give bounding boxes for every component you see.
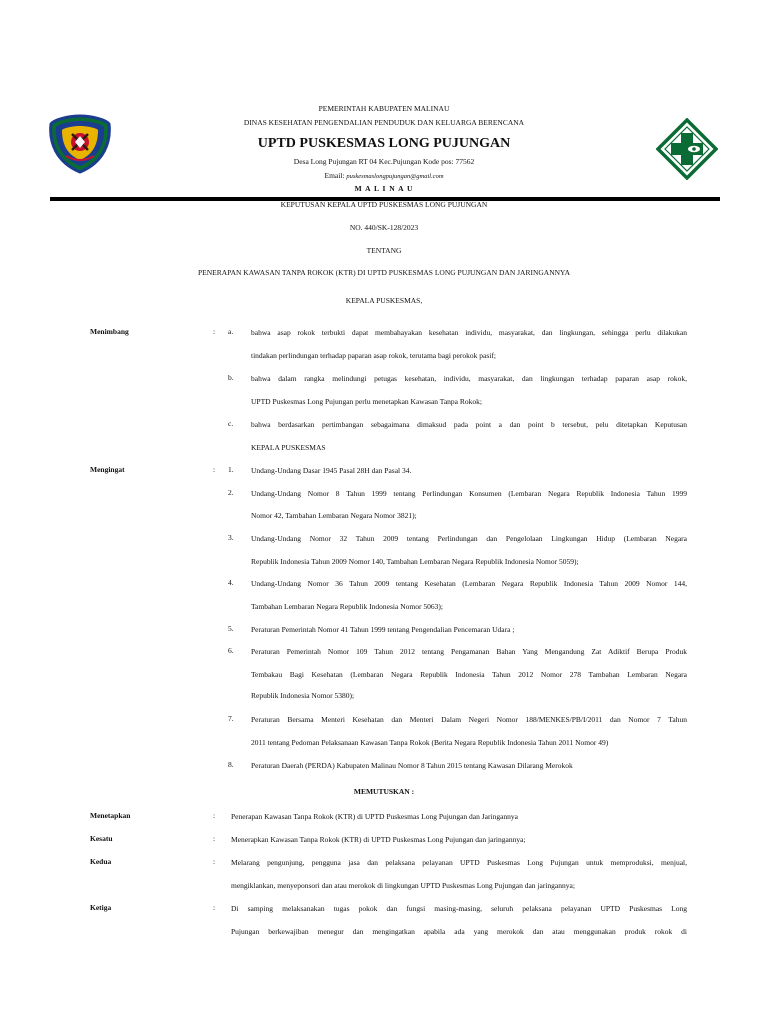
section-colon: :	[213, 327, 216, 336]
section-label-mengingat: Mengingat	[90, 465, 125, 474]
section-label-kedua: Kedua	[90, 857, 112, 866]
section-colon: :	[213, 857, 216, 866]
email-label: Email:	[324, 171, 345, 180]
list-item-line: Melarang pengunjung, pengguna jasa dan pelaksana pelayanan UPTD Puskesmas Long Pujungan untuk memproduksi, menjual,	[231, 858, 687, 867]
section-label-ketiga: Ketiga	[90, 903, 112, 912]
section-label-kesatu: Kesatu	[90, 834, 113, 843]
list-item-line: Peraturan Daerah (PERDA) Kabupaten Malinau Nomor 8 Tahun 2015 tentang Kawasan Dilarang Merokok	[251, 761, 573, 770]
decree-title: KEPUTUSAN KEPALA UPTD PUSKESMAS LONG PUJUNGAN	[280, 200, 488, 209]
page-title: UPTD PUSKESMAS LONG PUJUNGAN	[257, 136, 511, 151]
list-item-line: Republik Indonesia Nomor 5380);	[251, 691, 355, 700]
item-mark: 5.	[228, 624, 234, 633]
section-colon: :	[213, 811, 216, 820]
list-item-line: bahwa berdasarkan pertimbangan sebagaimana dimaksud pada point a dan point b tersebut, pelu ditetapkan Keputusan	[251, 420, 687, 429]
list-item-line: tindakan perlindungan terhadap paparan asap rokok, terutama bagi perokok pasif;	[251, 351, 496, 360]
item-mark: 8.	[228, 760, 234, 769]
agency-line: DINAS KESEHATAN PENGENDALIAN PENDUDUK DAN KELUARGA BERENCANA	[243, 118, 525, 127]
email-line	[0, 171, 768, 180]
list-item-line: Undang-Undang Nomor 32 Tahun 2009 tentang Perlindungan dan Pengelolaan Lingkungan Hidup (Lembaran Negara	[251, 534, 687, 543]
decree-subject: PENERAPAN KAWASAN TANPA ROKOK (KTR) DI UPTD PUSKESMAS LONG PUJUNGAN DAN JARINGANNYA	[197, 268, 571, 277]
list-item-line: 2011 tentang Pedoman Pelaksanaan Kawasan Tanpa Rokok (Berita Negara Republik Indonesia Tahun 2011 Nomor 49)	[251, 738, 609, 747]
item-mark: b.	[228, 373, 234, 382]
list-item-line: Peraturan Pemerintah Nomor 41 Tahun 1999 tentang Pengendalian Pencemaran Udara ;	[251, 625, 515, 634]
item-mark: 4.	[228, 578, 234, 587]
list-item-line: Nomor 42, Tambahan Lembaran Negara Nomor 3821);	[251, 511, 417, 520]
item-mark: c.	[228, 419, 234, 428]
city-line: M A L I N A U	[354, 184, 414, 193]
list-item-line: KEPALA PUSKESMAS	[251, 443, 326, 452]
list-item-line: Peraturan Pemerintah Nomor 109 Tahun 2012 tentang Pengamanan Bahan Yang Mengandung Zat Adiktif Berupa Produk	[251, 647, 687, 656]
decree-authority: KEPALA PUSKESMAS,	[345, 296, 423, 305]
list-item-line: bahwa dalam rangka melindungi petugas kesehatan, individu, masyarakat, dan lingkungan terhadap paparan asap rokok,	[251, 374, 687, 383]
list-item-line: Undang-Undang Nomor 36 Tahun 2009 tentang Kesehatan (Lembaran Negara Republik Indonesia Tahun 2009 Nomor 144,	[251, 579, 687, 588]
govt-line: PEMERINTAH KABUPATEN MALINAU	[318, 104, 450, 113]
item-mark: 2.	[228, 488, 234, 497]
section-colon: :	[213, 903, 216, 912]
section-label-menimbang: Menimbang	[90, 327, 129, 336]
item-mark: a.	[228, 327, 234, 336]
section-label-menetapkan: Menetapkan	[90, 811, 131, 820]
list-item-line: Tambahan Lembaran Negara Republik Indonesia Nomor 5063);	[251, 602, 443, 611]
list-item-line: UPTD Puskesmas Long Pujungan perlu menetapkan Kawasan Tanpa Rokok;	[251, 397, 482, 406]
list-item-line: Undang-Undang Dasar 1945 Pasal 28H dan Pasal 34.	[251, 466, 412, 475]
list-item-line: Republik Indonesia Tahun 2009 Nomor 140, Tambahan Lembaran Negara Republik Indonesia Nomor 5059);	[251, 557, 579, 566]
section-colon: :	[213, 465, 216, 474]
item-mark: 3.	[228, 533, 234, 542]
list-item-line: Di samping melaksanakan tugas pokok dan fungsi masing-masing, seluruh pelaksana pelayanan UPTD Puskesmas Long	[231, 904, 687, 913]
item-mark: 1.	[228, 465, 234, 474]
list-item-line: Penerapan Kawasan Tanpa Rokok (KTR) di UPTD Puskesmas Long Pujungan dan Jaringannya	[231, 812, 518, 821]
list-item-line: Menerapkan Kawasan Tanpa Rokok (KTR) di UPTD Puskesmas Long Pujungan dan jaringannya;	[231, 835, 526, 844]
memutuskan-heading: MEMUTUSKAN :	[353, 787, 415, 796]
list-item-line: Peraturan Bersama Menteri Kesehatan dan Menteri Dalam Negeri Nomor 188/MENKES/PB/I/2011 dan Nomor 7 Tahun	[251, 715, 687, 724]
list-item-line: Undang-Undang Nomor 8 Tahun 1999 tentang Perlindungan Konsumen (Lembaran Negara Republik Indonesia Tahun 1999	[251, 489, 687, 498]
list-item-line: Tembakau Bagi Kesehatan (Lembaran Negara Republik Indonesia Tahun 2012 Nomor 278 Tambahan Lembaran Negara	[251, 670, 687, 679]
email-link[interactable]: puskesmaslongpujungan@gmail.com	[346, 173, 444, 180]
list-item-line: bahwa asap rokok terbukti dapat membahayakan kesehatan individu, masyarakat, dan lingkungan, sehingga perlu dilakukan	[251, 328, 687, 337]
list-item-line: mengiklankan, menyeponsori dan atau merokok di lingkungan UPTD Puskesmas Long Pujungan dan jaringannya;	[231, 881, 575, 890]
address-line: Desa Long Pujungan RT 04 Kec.Pujungan Kode pos: 77562	[293, 157, 475, 166]
item-mark: 7.	[228, 714, 234, 723]
list-item-line: Pujungan berkewajiban menegur dan mengingatkan apabila ada yang merokok dan atau menggunakan produk rokok di	[231, 927, 687, 936]
item-mark: 6.	[228, 646, 234, 655]
section-colon: :	[213, 834, 216, 843]
decree-number: NO. 440/SK-128/2023	[349, 223, 419, 232]
decree-about: TENTANG	[366, 246, 402, 255]
